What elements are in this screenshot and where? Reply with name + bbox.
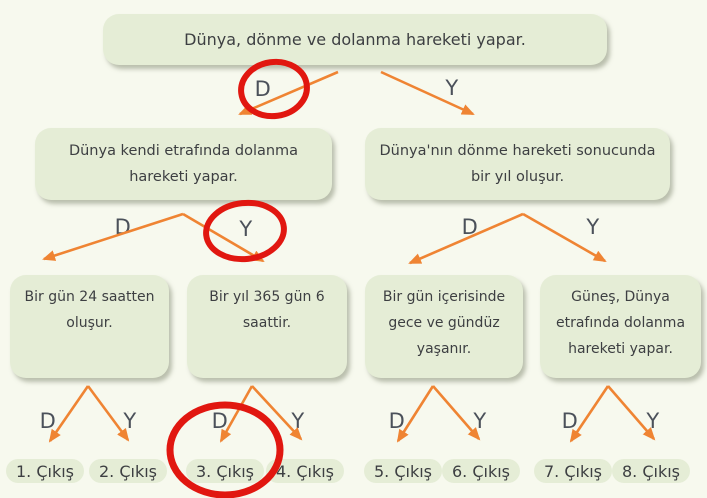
leaf1-label-y: Y [123,409,137,433]
node-text-line: hareketi yapar. [568,341,673,357]
leaf4-label-d: D [561,409,579,433]
node-text-line: Bir yıl 365 gün 6 [209,289,325,305]
exit-8: 8. Çıkış [612,459,690,483]
exit-2: 2. Çıkış [89,459,167,483]
exit-7: 7. Çıkış [534,459,612,483]
node-text-line: oluşur. [66,315,113,331]
leaf4-label-y: Y [646,409,660,433]
leaf2-label-y: Y [291,409,305,433]
leaf3-label-d: D [388,409,406,433]
node-text-line: Bir gün içerisinde [382,289,506,305]
leaf-node-4 [540,275,701,378]
root-label-d: D [254,77,272,101]
node-text-line: Güneş, Dünya [571,289,670,305]
root-node [103,14,607,65]
node-text-line: etrafında dolanma [555,315,686,331]
exit-6: 6. Çıkış [442,459,520,483]
exit-1: 1. Çıkış [6,459,84,483]
highlight-circle-root-d [238,58,311,121]
branch-left-label-y: Y [239,217,253,241]
branch-left-label-d: D [114,215,132,239]
arrow-leaf3-y [433,386,479,439]
node-text-line: Dünya'nın dönme hareketi sonucunda [379,143,656,159]
node-text-line: hareketi yapar. [129,169,238,185]
leaf1-label-d: D [39,409,57,433]
node-text-line: yaşanır. [416,341,472,357]
arrow-root-y [381,72,473,114]
exit-5: 5. Çıkış [364,459,442,483]
leaf-node-2 [187,275,347,378]
node-text-line: bir yıl oluşur. [470,169,565,185]
leaf-node-3 [365,275,523,378]
leaf2-label-d: D [211,409,229,433]
node-text-line: saattir. [242,315,292,331]
branch-right-label-d: D [461,215,479,239]
exit-3: 3. Çıkış [186,459,264,483]
arrow-branch-left-d [44,214,183,259]
arrow-leaf1-y [88,386,128,440]
root-label-y: Y [445,76,459,100]
node-text-line: Dünya kendi etrafında dolanma [68,143,299,159]
node-text-line: Bir gün 24 saatten [24,289,155,305]
node-text-line: gece ve gündüz [388,315,500,331]
branch-right-label-y: Y [586,215,600,239]
branch-node-right [365,128,670,200]
root-node-text: Dünya, dönme ve dolanma hareketi yapar. [184,29,526,49]
leaf-node-1 [10,275,169,378]
exit-4: 4. Çıkış [266,459,344,483]
leaf3-label-y: Y [473,409,487,433]
branch-node-left [35,128,332,200]
